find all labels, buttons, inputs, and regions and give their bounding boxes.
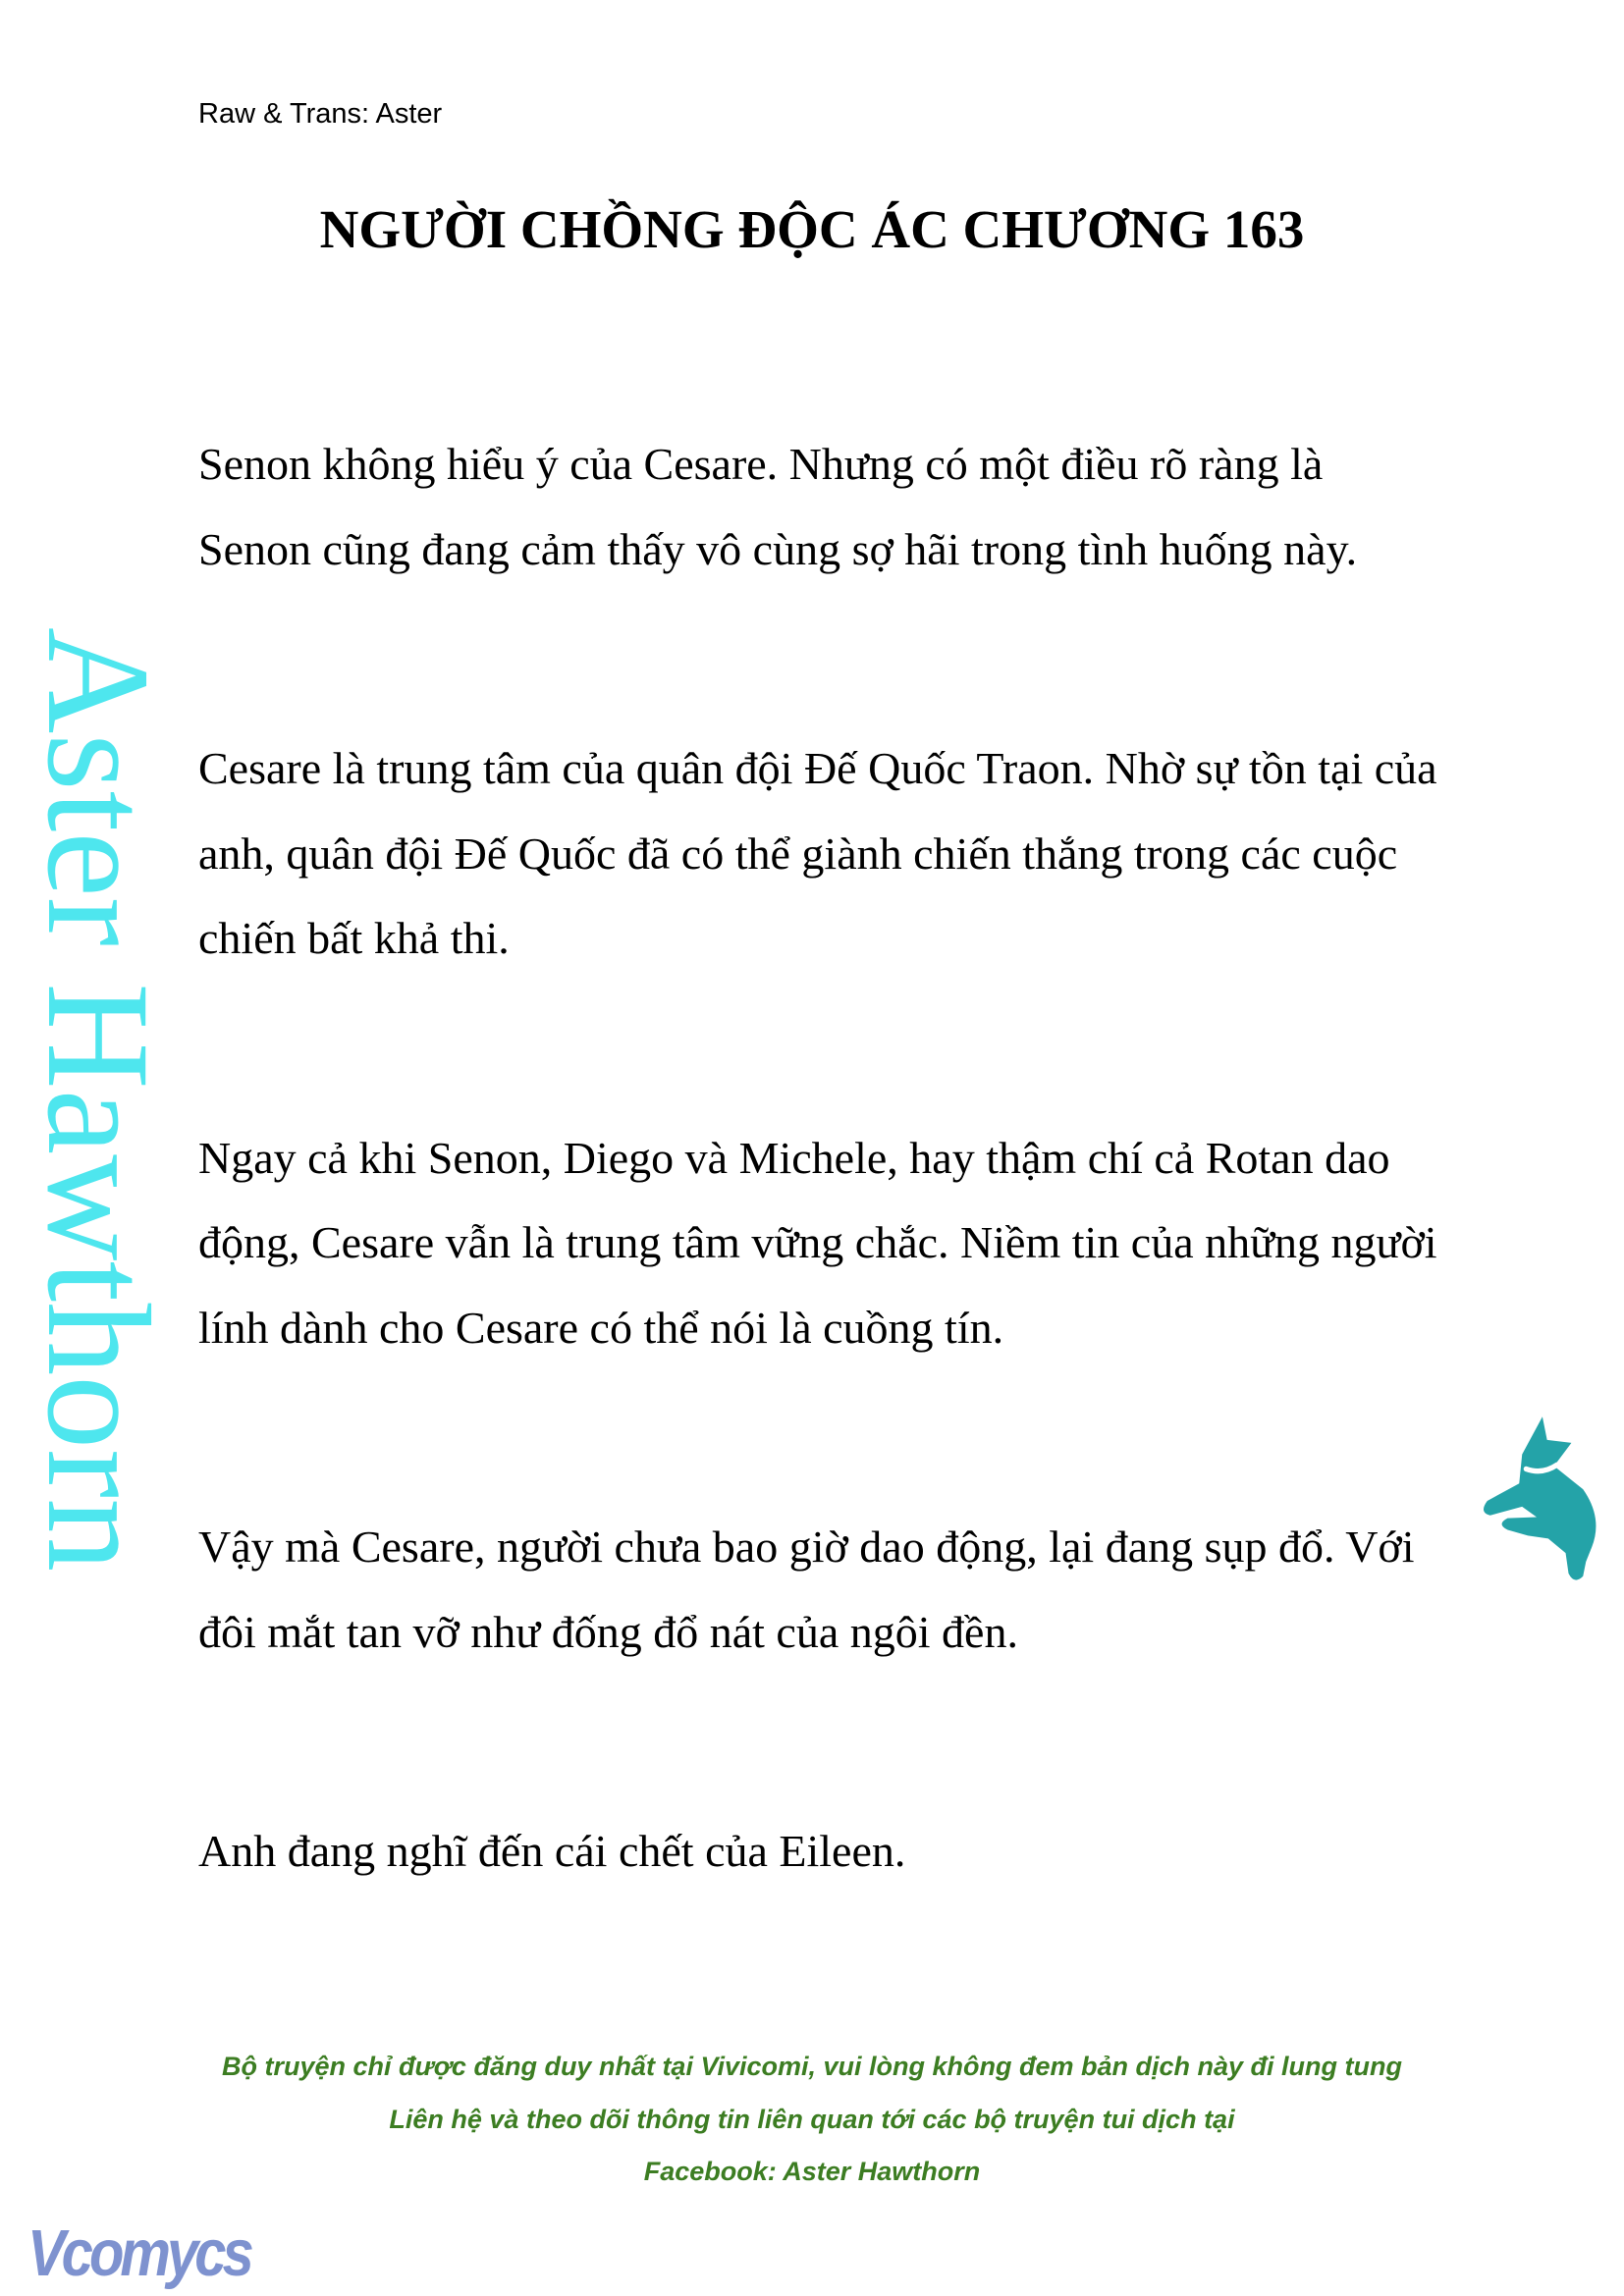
footer-line: Bộ truyện chỉ được đăng duy nhất tại Vivicomi, vui lòng không đem bản dịch này đi lung tung [222,2052,1402,2081]
paragraph: Vậy mà Cesare, người chưa bao giờ dao động, lại đang sụp đổ. Với đôi mắt tan vỡ như đống đổ nát của ngôi đền. [198,1522,1415,1657]
footer-facebook-link: Facebook: Aster Hawthorn [643,2157,981,2186]
paragraph: Senon không hiểu ý của Cesare. Nhưng có một điều rõ ràng là Senon cũng đang cảm thấy vô cùng sợ hãi trong tình huống này. [198,439,1358,574]
chapter-title: NGƯỜI CHỒNG ĐỘC ÁC CHƯƠNG 163 [319,199,1305,259]
vcomycs-logo: Vcomycs [27,2216,250,2290]
watermark-text: Aster Hawthorn [17,626,180,1573]
paragraph: Anh đang nghĩ đến cái chết của Eileen. [198,1826,906,1876]
footer-line: Liên hệ và theo dõi thông tin liên quan tới các bộ truyện tui dịch tại [389,2104,1235,2134]
chapter-body [198,422,1445,2029]
cat-icon [1473,1414,1600,1582]
paragraph: Cesare là trung tâm của quân đội Đế Quốc Traon. Nhờ sự tồn tại của anh, quân đội Đế Quốc đã có thể giành chiến thắng trong các cuộc chiến bất khả thi. [198,743,1437,963]
paragraph: Ngay cả khi Senon, Diego và Michele, hay thậm chí cả Rotan dao động, Cesare vẫn là trung tâm vững chắc. Niềm tin của những người lính dành cho Cesare có thể nói là cuồng tín. [198,1132,1437,1353]
translator-credit: Raw & Trans: Aster [198,98,443,130]
footer-notice [0,2052,1624,2210]
